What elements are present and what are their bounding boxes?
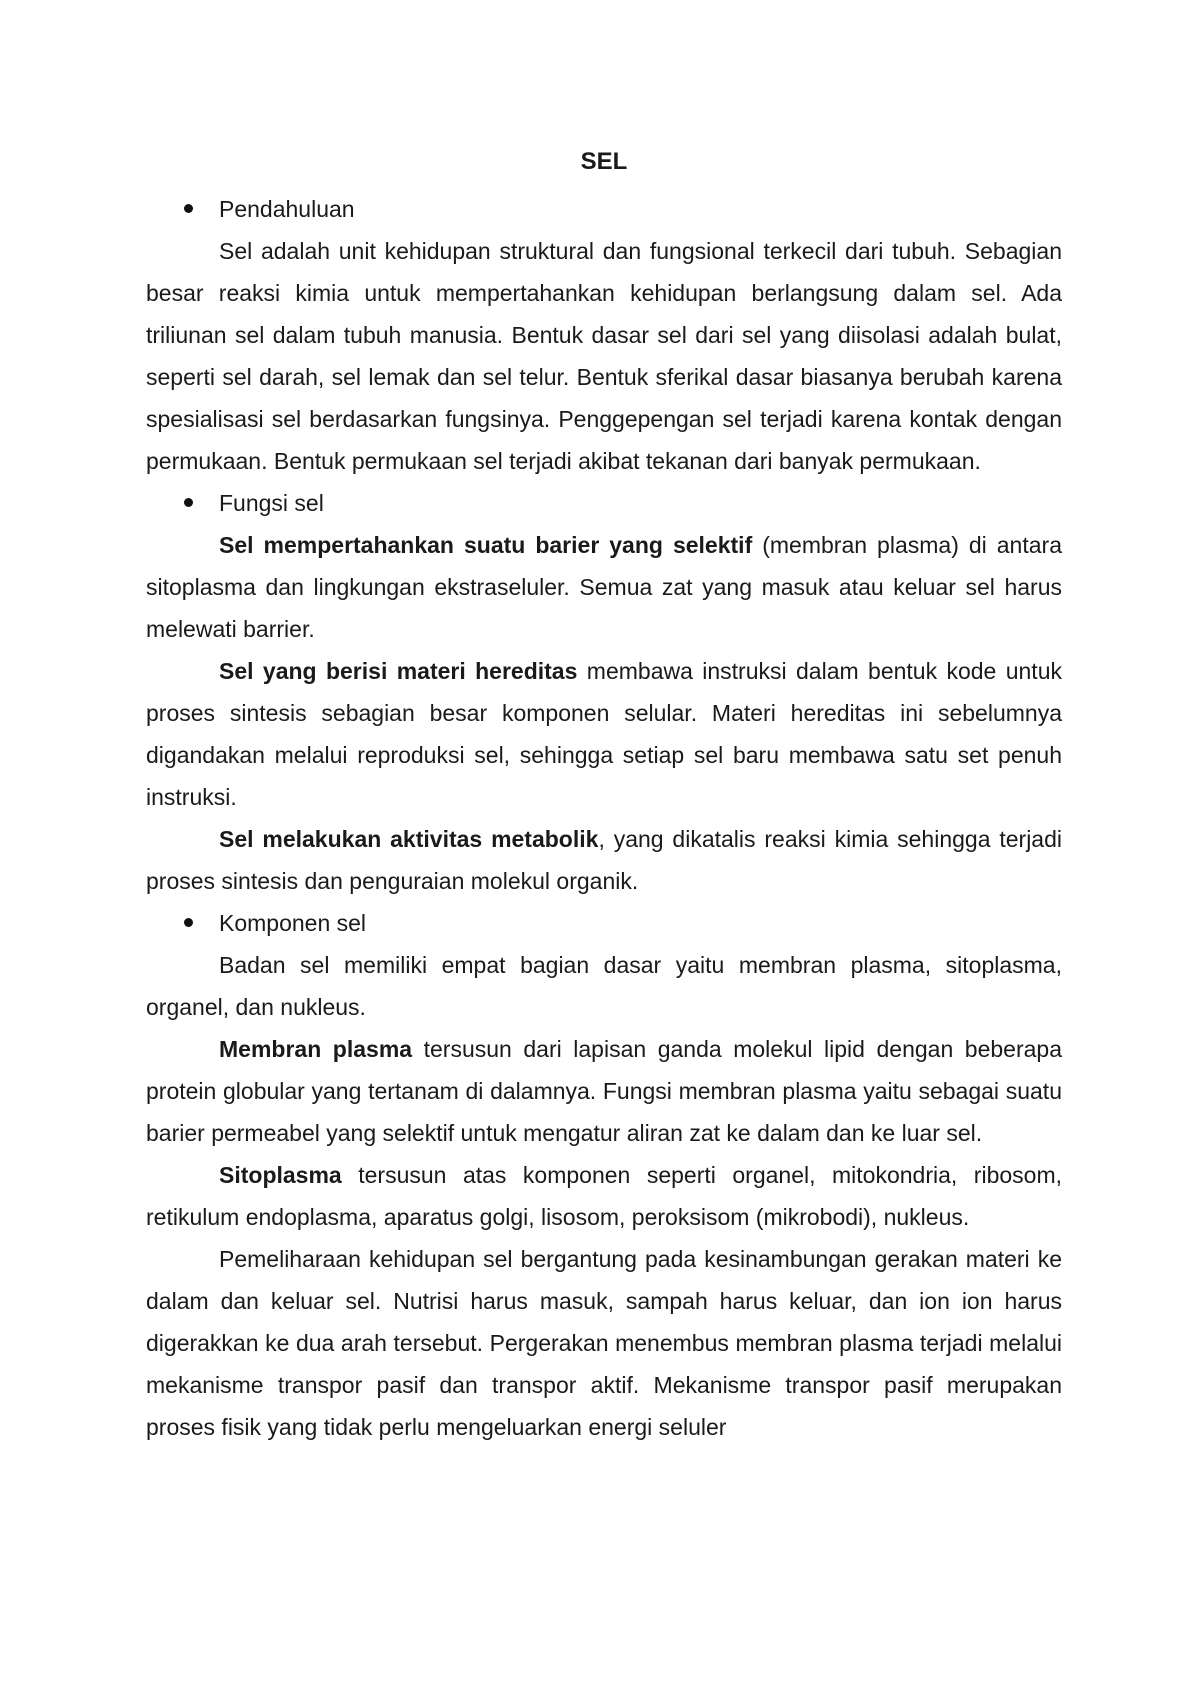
bullet-icon [184,204,193,213]
section-heading-label: Fungsi sel [219,490,324,516]
paragraph-text: (membran plasma) di antara sitoplasma dan lingkungan ekstraseluler. Semua zat yang masuk atau keluar sel harus melewati barrier. [146,532,1062,642]
paragraph-text: Badan sel memiliki empat bagian dasar yaitu membran plasma, sitoplasma, organel, dan nukleus. [146,952,1062,1020]
paragraph [146,1238,1062,1448]
paragraph [146,1154,1062,1238]
section-heading-pendahuluan [146,188,1062,230]
page-title: SEL [580,148,628,175]
section-heading-fungsi-sel [146,482,1062,524]
paragraph-text: membawa instruksi dalam bentuk kode untuk proses sintesis sebagian besar komponen selular. Materi hereditas ini sebelumnya digandakan melalui reproduksi sel, sehingga setiap sel baru membawa satu set penuh instruksi. [146,658,1062,810]
paragraph-text: , yang dikatalis reaksi kimia sehingga terjadi proses sintesis dan penguraian molekul organik. [146,826,1062,894]
section-heading-label: Komponen sel [219,910,367,936]
paragraph [146,230,1062,482]
paragraph-bold-lead: Sel mempertahankan suatu barier yang selektif [219,532,753,558]
paragraph [146,650,1062,818]
paragraph-text: tersusun dari lapisan ganda molekul lipid dengan beberapa protein globular yang tertanam di dalamnya. Fungsi membran plasma yaitu sebagai suatu barier permeabel yang selektif untuk mengatur aliran zat ke dalam dan ke luar sel. [146,1036,1062,1146]
paragraph-bold-lead: Membran plasma [219,1036,413,1062]
paragraph-bold-lead: Sitoplasma [219,1162,342,1188]
paragraph-bold-lead: Sel yang berisi materi hereditas [219,658,578,684]
paragraph-text: Sel adalah unit kehidupan struktural dan fungsional terkecil dari tubuh. Sebagian besar reaksi kimia untuk mempertahankan kehidupan berlangsung dalam sel. Ada triliunan sel dalam tubuh manusia. Bentuk dasar sel dari sel yang diisolasi adalah bulat, seperti sel darah, sel lemak dan sel telur. Bentuk sferikal dasar biasanya berubah karena spesialisasi sel berdasarkan fungsinya. Penggepengan sel terjadi karena kontak dengan permukaan. Bentuk permukaan sel terjadi akibat tekanan dari banyak permukaan. [146,238,1062,474]
paragraph-text: tersusun atas komponen seperti organel, mitokondria, ribosom, retikulum endoplasma, aparatus golgi, lisosom, peroksisom (mikrobodi), nukleus. [146,1162,1062,1230]
section-heading-komponen-sel [146,902,1062,944]
bullet-icon [184,918,193,927]
paragraph [146,1028,1062,1154]
paragraph-text: Pemeliharaan kehidupan sel bergantung pada kesinambungan gerakan materi ke dalam dan keluar sel. Nutrisi harus masuk, sampah harus keluar, dan ion ion harus digerakkan ke dua arah tersebut. Pergerakan menembus membran plasma terjadi melalui mekanisme transpor pasif dan transpor aktif. Mekanisme transpor pasif merupakan proses fisik yang tidak perlu mengeluarkan energi seluler [146,1246,1062,1440]
paragraph [146,818,1062,902]
paragraph [146,944,1062,1028]
paragraph [146,524,1062,650]
bullet-icon [184,498,193,507]
document-page [146,140,1062,1448]
paragraph-bold-lead: Sel melakukan aktivitas metabolik [219,826,599,852]
section-heading-label: Pendahuluan [219,196,355,222]
